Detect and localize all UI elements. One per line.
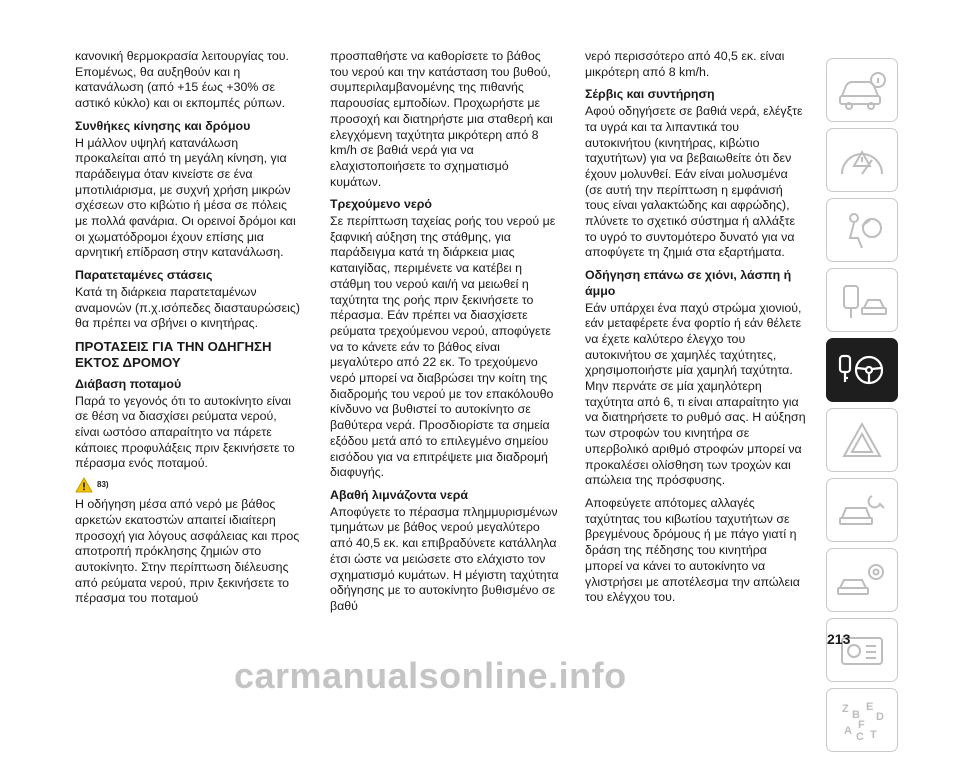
text-column-1 [75, 49, 300, 614]
paragraph: Η μάλλον υψηλή κατανάλωση προκαλείται από τη μεγάλη κίνηση, για παράδειγμα όταν κινείστε σε ένα μποτιλιάρισμα, με συχνή χρήση μικρών σχέσεων στο κιβώτιο ή μέσα σε πόλεις με πολλά φανάρια. Οι ορεινοί δρόμοι και οι χωματόδρομοι έχουν επίσης μια αρνητική επίδραση στην κατανάλωση. [75, 135, 296, 260]
car-key-icon [836, 278, 888, 322]
subheading: Συνθήκες κίνησης και δρόμου [75, 118, 251, 133]
paragraph: Παρά το γεγονός ότι το αυτοκίνητο είναι σε θέση να διασχίσει ρεύματα νερού, είναι ωστόσο απαραίτητο να πάρετε κάποιες προφυλάξεις πριν ξεκινήσετε το πέρασμα ενός ποταμού. [75, 393, 295, 471]
paragraph: κανονική θερμοκρασία λειτουργίας του. Επομένως, θα αυξηθούν και η κατανάλωση (από +15 έως +30% σε αστικό κύκλο) και οι εκπομπές ρύπων. [75, 49, 289, 111]
paragraph: Κατά τη διάρκεια παρατεταμένων αναμονών (π.χ.ισόπεδες διασταυρώσεις) θα πρέπει να σβήνει ο κινητήρας. [75, 284, 301, 331]
section-title: ΠΡΟΤΑΣΕΙΣ ΓΙΑ ΤΗΝ ΟΔΗΓΗΣΗ ΕΚΤΟΣ ΔΡΟΜΟΥ [75, 338, 272, 370]
tab-dashboard[interactable] [826, 128, 898, 192]
tab-safety[interactable] [826, 198, 898, 262]
tab-maintenance[interactable] [826, 478, 898, 542]
subheading: Παρατεταμένες στάσεις [75, 268, 213, 283]
subheading: Τρεχούμενο νερό [330, 197, 432, 212]
key-steering-wheel-icon [836, 348, 888, 392]
index-letter: A [844, 725, 852, 737]
tab-index[interactable] [826, 688, 898, 752]
index-letter: T [870, 729, 877, 741]
subheading: Διάβαση ποταμού [75, 376, 182, 391]
index-letter: B [852, 709, 860, 721]
paragraph: Σε περίπτωση ταχείας ροής του νερού με ξαφνική αύξηση της στάθμης, για παράδειγμα κατά τη διάρκεια μιας καταιγίδας, περιμένετε να κατέβει η στάθμη του νερού και/ή να μειωθεί η ταχύτητα της ροής πριν ξεκινήσετε το πέρασμα. Εάν πρέπει να διασχίσετε ρεύματα τρεχούμενου νερού, αποφύγετε να το κάνετε εάν το βάθος είναι μεγαλύτερο από 22 εκ. Το τρεχούμενο νερό μπορεί να διαβρώσει την κοίτη της διαδρομής του νερού με τον επακόλουθο κίνδυνο να βυθιστεί το αυτοκίνητο σε βαθύτερα νερά. Προσδιορίστε τα σημεία εξόδου μετά από το επιλεγμένο σημείου εισόδου για να επιτρέψετε μια διαδρομή διαφυγής. [330, 214, 556, 480]
subheading: Οδήγηση επάνω σε χιόνι, λάσπη ή άμμο [585, 268, 792, 298]
index-letter: D [876, 711, 884, 723]
index-letter: E [866, 701, 874, 713]
paragraph: Αποφύγετε το πέρασμα πλημμυρισμένων τμημάτων με βάθος νερού μεγαλύτερο από 40,5 εκ. και επιβραδύνετε κατάλληλα έτσι ώστε να μειώσετε στο ελάχιστο τον σχηματισμό κυμάτων. Η μέγιστη ταχύτητα οδήγησης με το αυτοκίνητο βυθισμένο σε βαθύ [330, 504, 559, 613]
warning-reference [75, 477, 300, 493]
index-letter: F [858, 719, 865, 731]
tab-multimedia[interactable] [826, 618, 898, 682]
airbag-safety-icon [836, 208, 888, 252]
paragraph: Εάν υπάρχει ένα παχύ στρώμα χιονιού, εάν μεταφέρετε ένα φορτίο ή εάν θέλετε να έχετε καλύτερο έλεγχο του αυτοκινήτου σε χαμηλές ταχύτητες, χρησιμοποιήστε μία χαμηλή ταχύτητα. Μην περνάτε σε μία χαμηλότερη ταχύτητα από 6, τι είναι απαραίτητο για να διατηρήσετε το ρυθμό σας. Η αύξηση των στροφών του κινητήρα σε υπερβολικό αριθμό στροφών μπορεί να προκαλέσει ολίσθηση των τροχών και απώλεια της πρόσφυσης. [585, 300, 806, 488]
watermark: carmanualsonline.info [234, 655, 627, 696]
warning-triangle-icon [75, 477, 93, 493]
paragraph: Αφού οδηγήσετε σε βαθιά νερά, ελέγξτε τα υγρά και τα λιπαντικά του αυτοκινήτου (κινητήρας, κιβώτιο ταχυτήτων) για να βεβαιωθείτε ότι δεν έχουν μολυνθεί. Εάν είναι μολυσμένα (σε αυτή την περίπτωση η εμφάνισή τους είναι γαλακτώδης και αφρώδης), πλύνετε το σχετικό σύστημα ή αλλάξτε το υγρό το συντομότερο δυνατό για να αποφύγετε τη ζημιά στα εξαρτήματα. [585, 104, 803, 260]
tab-starting[interactable] [826, 268, 898, 332]
tab-car-info[interactable] [826, 58, 898, 122]
tab-driving[interactable] [826, 338, 898, 402]
tab-emergency[interactable] [826, 408, 898, 472]
index-letter: Z [842, 703, 849, 715]
paragraph: νερό περισσότερο από 40,5 εκ. είναι μικρότερη από 8 km/h. [585, 49, 785, 79]
warning-triangle-icon [836, 418, 888, 462]
paragraph: προσπαθήστε να καθορίσετε το βάθος του νερού και την κατάσταση του βυθού, συμπεριλαμβανομένης της πιθανής παρουσίας εμποδίων. Προχωρήστε με προσοχή και διατηρήστε μια σταθερή και ελεγχόμενη ταχύτητα μικρότερη από 8 km/h σε βαθιά νερά για να ελαχιστοποιήσετε το σχηματισμό κυμάτων. [330, 49, 553, 189]
dashboard-warning-icon [836, 138, 888, 182]
tab-technical-data[interactable] [826, 548, 898, 612]
page-number: 213 [827, 631, 851, 647]
warning-reference-number: 83) [97, 480, 109, 490]
subheading: Αβαθή λιμνάζοντα νερά [330, 487, 469, 502]
paragraph: Αποφεύγετε απότομες αλλαγές ταχύτητας του κιβωτίου ταχυτήτων σε βρεγμένους δρόμους ή με πάγο γιατί η δράση της πέδησης του κινητήρα μπορεί να κάνει το αυτοκίνητο να γλιστρήσει με αποτέλεσμα την απώλεια του ελέγχου του. [585, 495, 800, 605]
wrench-car-icon [836, 488, 888, 532]
paragraph: Η οδήγηση μέσα από νερό με βάθος αρκετών εκατοστών απαιτεί ιδιαίτερη προσοχή για λόγους ασφάλειας και προς αποτροπή πρόκλησης ζημιών στο αυτοκίνητο. Στην περίπτωση διέλευσης από ρεύματα νερού, πριν ξεκινήσετε το πέρασμα του ποταμού [75, 497, 300, 606]
chapter-tabs [826, 58, 898, 758]
subheading: Σέρβις και συντήρηση [585, 87, 715, 102]
text-column-3 [585, 49, 807, 613]
gear-car-icon [836, 558, 888, 602]
index-letter: C [856, 731, 864, 742]
car-info-icon [836, 68, 888, 112]
alphabetical-index-icon [836, 698, 888, 742]
text-column-2 [330, 49, 560, 622]
